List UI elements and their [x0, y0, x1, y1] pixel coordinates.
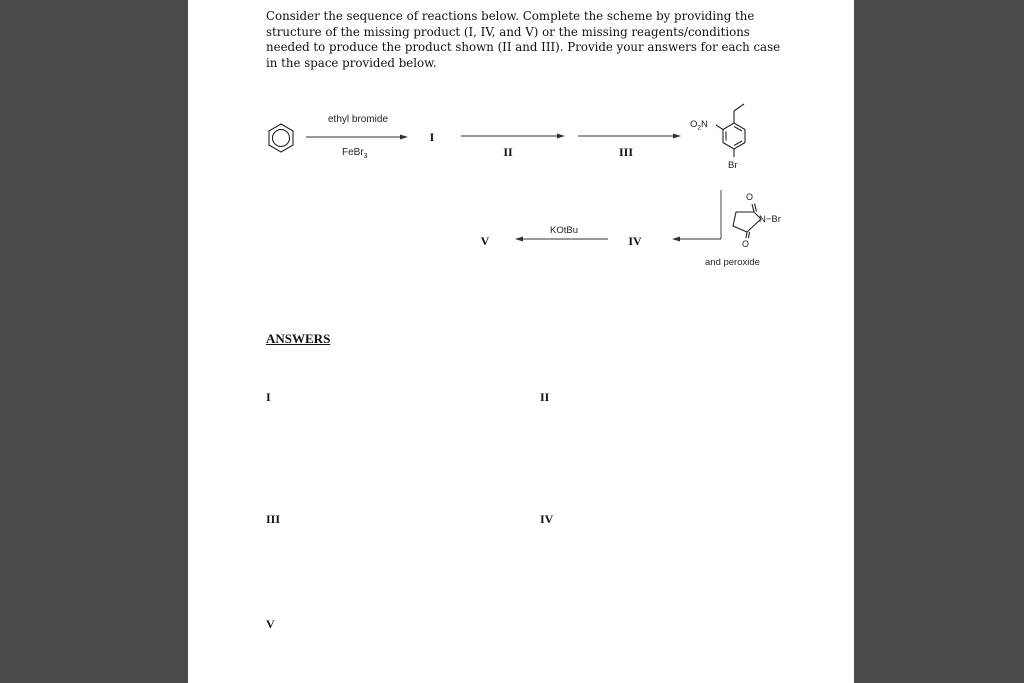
answer-label-I: I	[266, 390, 271, 404]
arrow-step-5	[515, 237, 608, 242]
answer-label-V: V	[266, 617, 275, 631]
answer-label-II: II	[540, 390, 550, 404]
label-III: III	[618, 145, 634, 159]
answers-heading: ANSWERS	[266, 331, 331, 346]
arrow-step-3	[578, 134, 681, 139]
nbs-oxygen-top: O	[746, 192, 754, 202]
label-IV: IV	[628, 234, 642, 248]
reagent-peroxide: and peroxide	[705, 257, 760, 268]
reagent-febr3: FeBr$_3$	[342, 147, 368, 160]
label-II: II	[503, 145, 513, 159]
nbs-n-br-label: N−Br	[759, 214, 781, 225]
product-structure	[716, 104, 745, 157]
arrow-step-1	[306, 135, 408, 140]
arrow-step-2	[461, 134, 565, 139]
reagent-ethyl-bromide: ethyl bromide	[328, 114, 389, 125]
worksheet-page	[188, 0, 854, 683]
question-text: Consider the sequence of reactions below. Complete the scheme by providing the structure of the missing product (I, IV, and V) or the missing reagents/conditions needed to produce the product shown (II and III). Provide your answers for each case in the space provided below.	[266, 9, 781, 70]
product-bromo-label: Br	[728, 160, 738, 171]
benzene-structure	[269, 124, 293, 152]
answer-label-III: III	[266, 512, 281, 526]
answer-label-IV: IV	[540, 512, 554, 526]
label-I: I	[429, 130, 435, 144]
reaction-scheme	[188, 0, 854, 300]
nbs-structure	[733, 204, 761, 239]
label-V: V	[480, 234, 490, 248]
reagent-kotbu: KOtBu	[550, 225, 578, 236]
nbs-oxygen-bottom: O	[742, 239, 750, 249]
arrow-step-4	[672, 190, 721, 242]
nitro-group-label: $O_2N$	[690, 119, 708, 132]
